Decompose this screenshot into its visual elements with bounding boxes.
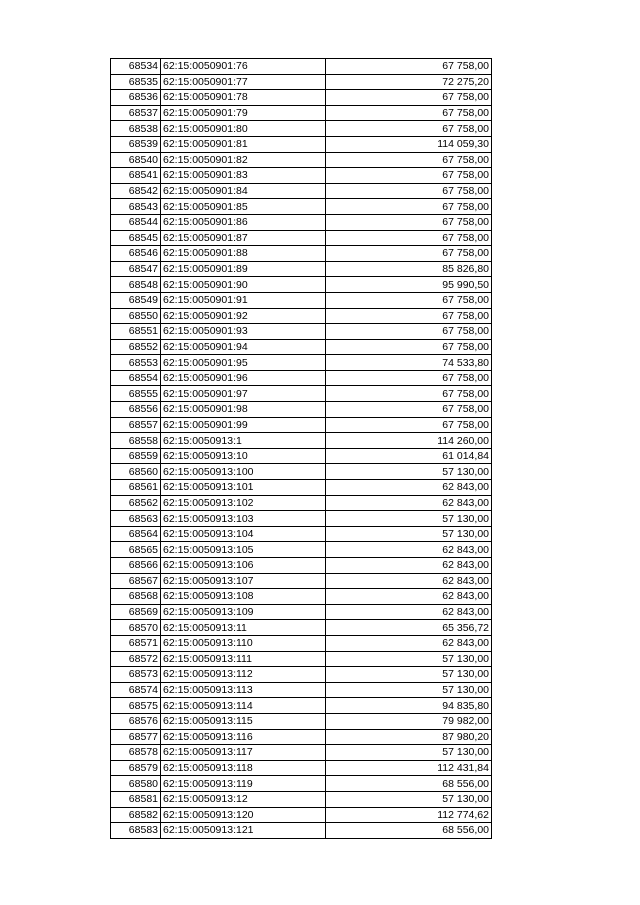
row-number-cell: 68569 — [111, 604, 161, 620]
row-number-cell: 68536 — [111, 90, 161, 106]
table-row — [111, 90, 492, 106]
cadastral-number-cell: 62:15:0050901:82 — [161, 152, 326, 168]
row-number-cell: 68548 — [111, 277, 161, 293]
table-row — [111, 667, 492, 683]
cadastral-number-cell: 62:15:0050901:99 — [161, 417, 326, 433]
row-number-cell: 68545 — [111, 230, 161, 246]
cadastral-number-cell: 62:15:0050913:1 — [161, 433, 326, 449]
cadastral-number-cell: 62:15:0050913:111 — [161, 651, 326, 667]
cadastral-number-cell: 62:15:0050913:117 — [161, 745, 326, 761]
cadastral-number-cell: 62:15:0050901:86 — [161, 214, 326, 230]
table-body — [111, 59, 492, 839]
table-row — [111, 355, 492, 371]
value-cell: 67 758,00 — [326, 308, 492, 324]
table-row — [111, 791, 492, 807]
cadastral-number-cell: 62:15:0050913:120 — [161, 807, 326, 823]
cadastral-number-cell: 62:15:0050913:107 — [161, 573, 326, 589]
row-number-cell: 68549 — [111, 292, 161, 308]
row-number-cell: 68562 — [111, 495, 161, 511]
row-number-cell: 68539 — [111, 136, 161, 152]
cadastral-number-cell: 62:15:0050901:96 — [161, 370, 326, 386]
table-row — [111, 682, 492, 698]
cadastral-number-cell: 62:15:0050901:79 — [161, 105, 326, 121]
row-number-cell: 68577 — [111, 729, 161, 745]
row-number-cell: 68534 — [111, 59, 161, 75]
value-cell: 57 130,00 — [326, 682, 492, 698]
table-row — [111, 74, 492, 90]
value-cell: 112 431,84 — [326, 760, 492, 776]
cadastral-number-cell: 62:15:0050901:93 — [161, 324, 326, 340]
table-row — [111, 308, 492, 324]
value-cell: 61 014,84 — [326, 448, 492, 464]
cadastral-number-cell: 62:15:0050913:114 — [161, 698, 326, 714]
value-cell: 67 758,00 — [326, 292, 492, 308]
row-number-cell: 68571 — [111, 635, 161, 651]
row-number-cell: 68547 — [111, 261, 161, 277]
row-number-cell: 68570 — [111, 620, 161, 636]
value-cell: 57 130,00 — [326, 745, 492, 761]
cadastral-number-cell: 62:15:0050913:10 — [161, 448, 326, 464]
row-number-cell: 68572 — [111, 651, 161, 667]
table-row — [111, 651, 492, 667]
value-cell: 57 130,00 — [326, 526, 492, 542]
value-cell: 67 758,00 — [326, 152, 492, 168]
table-row — [111, 558, 492, 574]
value-cell: 62 843,00 — [326, 480, 492, 496]
value-cell: 67 758,00 — [326, 199, 492, 215]
row-number-cell: 68567 — [111, 573, 161, 589]
table-row — [111, 807, 492, 823]
value-cell: 72 275,20 — [326, 74, 492, 90]
table-row — [111, 729, 492, 745]
cadastral-number-cell: 62:15:0050913:103 — [161, 511, 326, 527]
row-number-cell: 68544 — [111, 214, 161, 230]
value-cell: 67 758,00 — [326, 121, 492, 137]
value-cell: 95 990,50 — [326, 277, 492, 293]
value-cell: 74 533,80 — [326, 355, 492, 371]
row-number-cell: 68583 — [111, 823, 161, 839]
cadastral-number-cell: 62:15:0050913:121 — [161, 823, 326, 839]
table-row — [111, 464, 492, 480]
row-number-cell: 68576 — [111, 713, 161, 729]
cadastral-number-cell: 62:15:0050913:12 — [161, 791, 326, 807]
row-number-cell: 68573 — [111, 667, 161, 683]
table-row — [111, 589, 492, 605]
value-cell: 57 130,00 — [326, 511, 492, 527]
table-row — [111, 183, 492, 199]
cadastral-number-cell: 62:15:0050901:91 — [161, 292, 326, 308]
value-cell: 68 556,00 — [326, 776, 492, 792]
table-row — [111, 620, 492, 636]
value-cell: 67 758,00 — [326, 246, 492, 262]
value-cell: 67 758,00 — [326, 59, 492, 75]
value-cell: 67 758,00 — [326, 339, 492, 355]
row-number-cell: 68565 — [111, 542, 161, 558]
value-cell: 62 843,00 — [326, 558, 492, 574]
value-cell: 57 130,00 — [326, 651, 492, 667]
cadastral-number-cell: 62:15:0050901:97 — [161, 386, 326, 402]
cadastral-number-cell: 62:15:0050901:78 — [161, 90, 326, 106]
table-row — [111, 635, 492, 651]
value-cell: 68 556,00 — [326, 823, 492, 839]
cadastral-number-cell: 62:15:0050901:85 — [161, 199, 326, 215]
value-cell: 57 130,00 — [326, 464, 492, 480]
row-number-cell: 68535 — [111, 74, 161, 90]
value-cell: 94 835,80 — [326, 698, 492, 714]
cadastral-number-cell: 62:15:0050901:83 — [161, 168, 326, 184]
row-number-cell: 68561 — [111, 480, 161, 496]
row-number-cell: 68555 — [111, 386, 161, 402]
table-row — [111, 823, 492, 839]
cadastral-number-cell: 62:15:0050913:110 — [161, 635, 326, 651]
table-row — [111, 573, 492, 589]
row-number-cell: 68564 — [111, 526, 161, 542]
table-row — [111, 105, 492, 121]
value-cell: 67 758,00 — [326, 183, 492, 199]
table-row — [111, 495, 492, 511]
value-cell: 57 130,00 — [326, 667, 492, 683]
row-number-cell: 68580 — [111, 776, 161, 792]
table-row — [111, 339, 492, 355]
value-cell: 65 356,72 — [326, 620, 492, 636]
cadastral-number-cell: 62:15:0050901:90 — [161, 277, 326, 293]
row-number-cell: 68551 — [111, 324, 161, 340]
value-cell: 87 980,20 — [326, 729, 492, 745]
table-row — [111, 448, 492, 464]
cadastral-number-cell: 62:15:0050913:119 — [161, 776, 326, 792]
row-number-cell: 68559 — [111, 448, 161, 464]
table-row — [111, 324, 492, 340]
table-row — [111, 121, 492, 137]
cadastral-number-cell: 62:15:0050913:100 — [161, 464, 326, 480]
cadastral-number-cell: 62:15:0050901:92 — [161, 308, 326, 324]
table-row — [111, 214, 492, 230]
table-row — [111, 136, 492, 152]
table-row — [111, 370, 492, 386]
row-number-cell: 68574 — [111, 682, 161, 698]
row-number-cell: 68542 — [111, 183, 161, 199]
table-row — [111, 386, 492, 402]
value-cell: 67 758,00 — [326, 230, 492, 246]
row-number-cell: 68581 — [111, 791, 161, 807]
value-cell: 67 758,00 — [326, 168, 492, 184]
table-row — [111, 168, 492, 184]
cadastral-number-cell: 62:15:0050901:76 — [161, 59, 326, 75]
row-number-cell: 68538 — [111, 121, 161, 137]
cadastral-number-cell: 62:15:0050913:104 — [161, 526, 326, 542]
row-number-cell: 68578 — [111, 745, 161, 761]
value-cell: 67 758,00 — [326, 214, 492, 230]
cadastral-number-cell: 62:15:0050913:115 — [161, 713, 326, 729]
row-number-cell: 68558 — [111, 433, 161, 449]
row-number-cell: 68582 — [111, 807, 161, 823]
value-cell: 79 982,00 — [326, 713, 492, 729]
table-row — [111, 698, 492, 714]
table-row — [111, 261, 492, 277]
table-row — [111, 199, 492, 215]
cadastral-number-cell: 62:15:0050901:87 — [161, 230, 326, 246]
cadastral-number-cell: 62:15:0050913:11 — [161, 620, 326, 636]
table-row — [111, 402, 492, 418]
value-cell: 67 758,00 — [326, 386, 492, 402]
value-cell: 67 758,00 — [326, 105, 492, 121]
table-row — [111, 246, 492, 262]
cadastral-number-cell: 62:15:0050901:98 — [161, 402, 326, 418]
row-number-cell: 68568 — [111, 589, 161, 605]
cadastral-number-cell: 62:15:0050913:102 — [161, 495, 326, 511]
row-number-cell: 68579 — [111, 760, 161, 776]
cadastral-number-cell: 62:15:0050913:101 — [161, 480, 326, 496]
value-cell: 114 260,00 — [326, 433, 492, 449]
table-row — [111, 776, 492, 792]
row-number-cell: 68550 — [111, 308, 161, 324]
cadastral-value-table — [110, 58, 492, 839]
row-number-cell: 68575 — [111, 698, 161, 714]
table-row — [111, 230, 492, 246]
cadastral-number-cell: 62:15:0050913:118 — [161, 760, 326, 776]
cadastral-number-cell: 62:15:0050913:116 — [161, 729, 326, 745]
cadastral-number-cell: 62:15:0050901:77 — [161, 74, 326, 90]
table-row — [111, 713, 492, 729]
value-cell: 85 826,80 — [326, 261, 492, 277]
cadastral-number-cell: 62:15:0050901:80 — [161, 121, 326, 137]
row-number-cell: 68540 — [111, 152, 161, 168]
value-cell: 62 843,00 — [326, 542, 492, 558]
value-cell: 67 758,00 — [326, 417, 492, 433]
cadastral-number-cell: 62:15:0050913:109 — [161, 604, 326, 620]
value-cell: 62 843,00 — [326, 573, 492, 589]
value-cell: 57 130,00 — [326, 791, 492, 807]
value-cell: 112 774,62 — [326, 807, 492, 823]
value-cell: 62 843,00 — [326, 635, 492, 651]
table-row — [111, 604, 492, 620]
table-row — [111, 433, 492, 449]
table-row — [111, 745, 492, 761]
row-number-cell: 68537 — [111, 105, 161, 121]
cadastral-number-cell: 62:15:0050901:84 — [161, 183, 326, 199]
value-cell: 62 843,00 — [326, 495, 492, 511]
value-cell: 62 843,00 — [326, 604, 492, 620]
cadastral-number-cell: 62:15:0050901:81 — [161, 136, 326, 152]
cadastral-number-cell: 62:15:0050913:106 — [161, 558, 326, 574]
value-cell: 67 758,00 — [326, 402, 492, 418]
cadastral-number-cell: 62:15:0050913:112 — [161, 667, 326, 683]
value-cell: 62 843,00 — [326, 589, 492, 605]
table-row — [111, 292, 492, 308]
table-row — [111, 511, 492, 527]
row-number-cell: 68546 — [111, 246, 161, 262]
cadastral-number-cell: 62:15:0050901:95 — [161, 355, 326, 371]
cadastral-number-cell: 62:15:0050913:113 — [161, 682, 326, 698]
row-number-cell: 68541 — [111, 168, 161, 184]
table-row — [111, 277, 492, 293]
value-cell: 67 758,00 — [326, 370, 492, 386]
value-cell: 67 758,00 — [326, 324, 492, 340]
table-row — [111, 152, 492, 168]
row-number-cell: 68556 — [111, 402, 161, 418]
row-number-cell: 68552 — [111, 339, 161, 355]
table-row — [111, 59, 492, 75]
cadastral-number-cell: 62:15:0050901:89 — [161, 261, 326, 277]
row-number-cell: 68560 — [111, 464, 161, 480]
row-number-cell: 68563 — [111, 511, 161, 527]
cadastral-number-cell: 62:15:0050901:94 — [161, 339, 326, 355]
table-row — [111, 480, 492, 496]
cadastral-number-cell: 62:15:0050913:105 — [161, 542, 326, 558]
table-row — [111, 760, 492, 776]
table-row — [111, 417, 492, 433]
row-number-cell: 68554 — [111, 370, 161, 386]
row-number-cell: 68553 — [111, 355, 161, 371]
cadastral-number-cell: 62:15:0050913:108 — [161, 589, 326, 605]
value-cell: 114 059,30 — [326, 136, 492, 152]
cadastral-number-cell: 62:15:0050901:88 — [161, 246, 326, 262]
table-row — [111, 542, 492, 558]
table-row — [111, 526, 492, 542]
row-number-cell: 68543 — [111, 199, 161, 215]
row-number-cell: 68557 — [111, 417, 161, 433]
row-number-cell: 68566 — [111, 558, 161, 574]
value-cell: 67 758,00 — [326, 90, 492, 106]
